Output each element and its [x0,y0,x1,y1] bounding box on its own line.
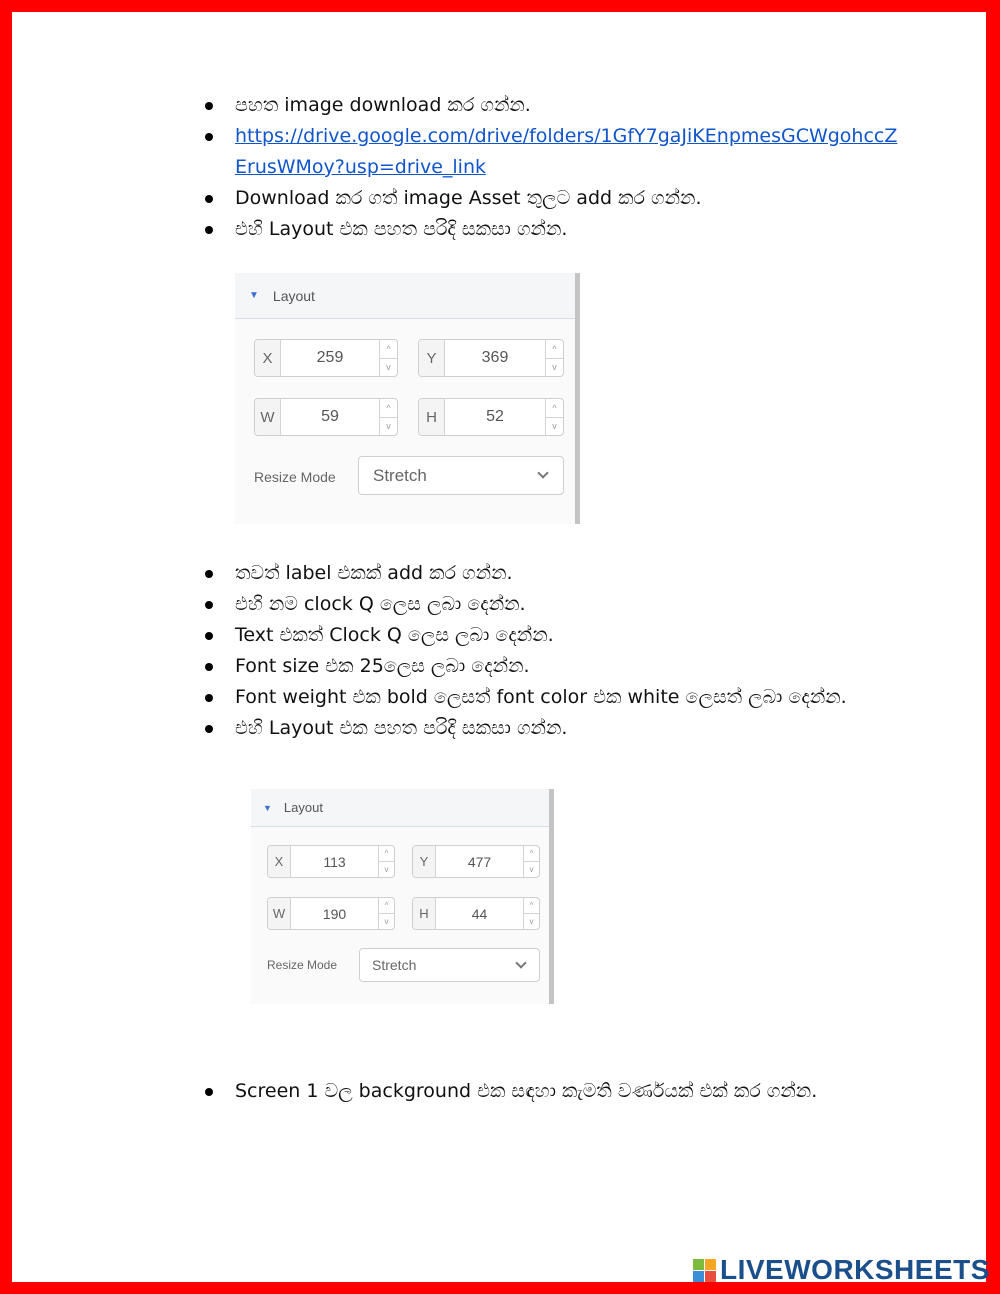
h-field [412,897,540,930]
w-field-label: W [268,898,291,929]
bullet-icon [205,632,213,640]
step-text: තවත් label එකක් add කර ගන්න. [235,562,513,584]
w-field-label: W [255,399,281,435]
bullet-icon [205,1088,213,1096]
layout-header-label: Layout [283,800,323,815]
layout-header-label: Layout [272,287,315,304]
x-stepper [378,846,394,877]
list-item [205,1076,905,1107]
layout-panel-screenshot-1 [235,273,580,524]
chevron-down-icon: v [524,861,539,877]
chevron-up-icon: ^ [529,849,534,858]
x-stepper [379,340,397,376]
step-text: පහත image download කර ගන්න. [235,94,531,116]
h-field-label: H [413,898,436,929]
chevron-down-icon: v [546,417,563,436]
step-text: Download කර ගත් image Asset තුලට add කර ගන්න. [235,187,702,209]
step-text: එහි Layout එක පහත පරිදි සකසා ගන්න. [235,717,568,739]
chevron-up-icon: ^ [384,849,389,858]
steps-list-top [205,90,905,245]
list-item [205,589,905,620]
liveworksheets-logo [693,1254,990,1286]
step-text: එහි Layout එක පහත පරිදි සකසා ගන්න. [235,218,568,240]
chevron-down-icon: v [380,358,397,377]
resize-mode-label: Resize Mode [254,469,336,485]
h-field-value: 44 [471,905,488,922]
chevron-up-icon: ^ [386,343,391,354]
y-field [418,339,564,377]
x-field [267,845,395,878]
x-field-label: X [255,340,281,376]
x-field [254,339,398,377]
step-text: එහි නම clock Q ලෙස ලබා දෙන්න. [235,593,526,615]
resize-mode-value: Stretch [373,465,427,485]
logo-text: LIVEWORKSHEETS [720,1254,990,1285]
steps-list-middle [205,558,905,744]
triangle-down-icon: ▼ [249,290,259,301]
y-field-value: 369 [481,349,509,366]
step-text: Screen 1 වල background එක සඳහා කැමති වර්ණයක් එක් කර ගන්න. [235,1080,818,1102]
h-field-value: 52 [486,408,504,425]
bullet-icon [205,195,213,203]
chevron-down-icon: v [380,417,397,436]
list-item [205,214,905,245]
step-text: Font weight එක bold ලෙසත් font color එක white ලෙසත් ලබා දෙන්න. [235,686,847,708]
list-item [205,620,905,651]
w-field [254,398,398,436]
chevron-down-icon [515,957,526,968]
scrollbar [575,273,580,524]
bullet-icon [205,601,213,609]
list-item [205,558,905,589]
h-field [418,398,564,436]
list-item [205,713,905,744]
list-item [205,183,905,214]
w-field-value: 59 [321,408,339,425]
chevron-up-icon: ^ [384,901,389,910]
bullet-icon [205,570,213,578]
bullet-icon [205,725,213,733]
y-field-label: Y [419,340,445,376]
resize-mode-value: Stretch [372,957,417,973]
step-text: Font size එක 25ලෙස ලබා දෙන්න. [235,655,530,677]
h-field-label: H [419,399,445,435]
chevron-down-icon: v [379,913,394,929]
chevron-down-icon: v [524,913,539,929]
y-field-label: Y [413,846,436,877]
chevron-up-icon: ^ [529,901,534,910]
triangle-down-icon: ▼ [263,802,272,813]
list-item [205,651,905,682]
resize-mode-select [358,456,564,495]
y-stepper [545,340,563,376]
w-stepper [379,399,397,435]
layout-panel-header [235,273,575,319]
bullet-icon [205,663,213,671]
x-field-value: 113 [323,853,346,870]
x-field-label: X [268,846,291,877]
chevron-up-icon: ^ [552,343,557,354]
h-stepper [545,399,563,435]
bullet-icon [205,226,213,234]
chevron-up-icon: ^ [552,402,557,413]
h-stepper [523,898,539,929]
resize-mode-label: Resize Mode [267,958,338,972]
step-text: Text එකත් Clock Q ලෙස ලබා දෙන්න. [235,624,554,646]
list-item [205,90,905,121]
w-field [267,897,395,930]
w-stepper [378,898,394,929]
drive-link[interactable]: https://drive.google.com/drive/folders/1GfY7gaJiKEnpmesGCWgohccZErusWMoy?usp=drive_link [235,125,898,178]
bullet-icon [205,133,213,141]
chevron-down-icon [537,467,548,478]
chevron-down-icon: v [379,861,394,877]
steps-list-bottom [205,1076,905,1107]
y-field-value: 477 [467,853,492,870]
chevron-down-icon: v [546,358,563,377]
resize-mode-select [359,948,540,982]
x-field-value: 259 [316,349,344,366]
scrollbar [549,789,554,1004]
y-stepper [523,846,539,877]
y-field [412,845,540,878]
layout-panel-screenshot-2 [251,789,554,1004]
list-item [205,121,905,183]
chevron-up-icon: ^ [386,402,391,413]
logo-mark-icon [693,1259,716,1282]
bullet-icon [205,102,213,110]
w-field-value: 190 [322,905,347,922]
layout-panel-header [251,789,549,827]
list-item [205,682,905,713]
bullet-icon [205,694,213,702]
